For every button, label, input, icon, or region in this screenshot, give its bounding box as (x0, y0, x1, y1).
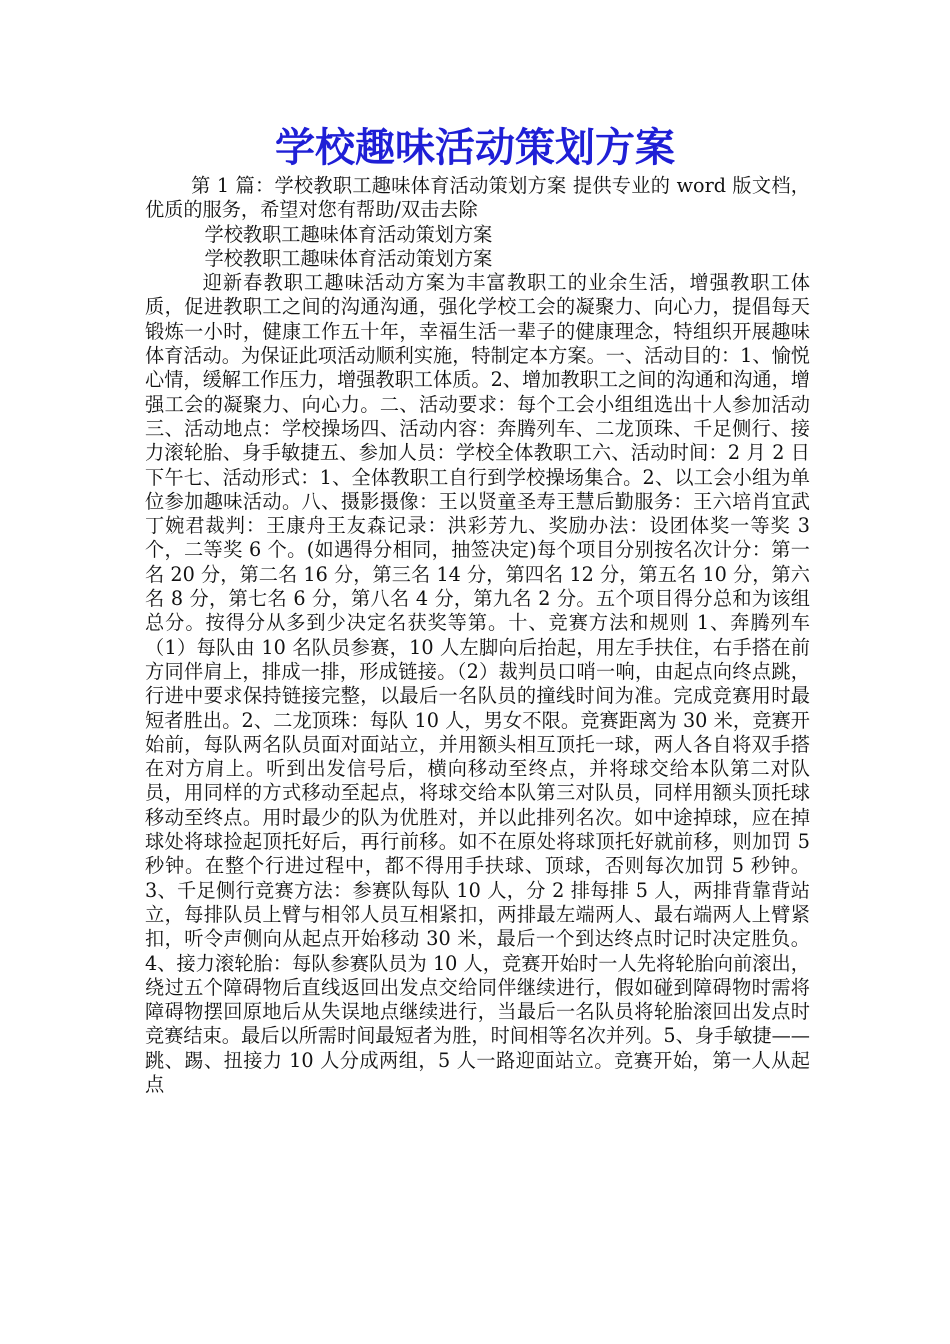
paragraph-main: 迎新春教职工趣味活动方案为丰富教职工的业余生活，增强教职工体质，促进教职工之间的沟通沟通，强化学校工会的凝聚力、向心力，提倡每天锻炼一小时，健康工作五十年，幸福生活一辈子的健康理念，特组织开展趣味体育活动。为保证此项活动顺利实施，特制定本方案。一、活动目的：1、愉悦心情，缓解工作压力，增强教职工体质。2、增加教职工之间的沟通和沟通，增强工会的凝聚力、向心力。二、活动要求：每个工会小组组选出十人参加活动三、活动地点：学校操场四、活动内容：奔腾列车、二龙顶珠、千足侧行、接力滚轮胎、身手敏捷五、参加人员：学校全体教职工六、活动时间：2 月 2 日下午七、活动形式：1、全体教职工自行到学校操场集合。2、以工会小组为单位参加趣味活动。八、摄影摄像：王以贤童圣寿王慧后勤服务：王六培肖宜武丁婉君裁判：王康舟王友森记录：洪彩芳九、奖励办法：设团体奖一等奖 3 个，二等奖 6 个。(如遇得分相同，抽签决定)每个项目分别按名次计分：第一名 20 分，第二名 16 分，第三名 14 分，第四名 12 分，第五名 10 分，第六名 8 分，第七名 6 分，第八名 4 分，第九名 2 分。五个项目得分总和为该组总分。按得分从多到少决定名获奖等第。十、竞赛方法和规则 1、奔腾列车（1）每队由 10 名队员参赛，10 人左脚向后抬起，用左手扶住，右手搭在前方同伴肩上，排成一排，形成链接。（2）裁判员口哨一响，由起点向终点跳，行进中要求保持链接完整，以最后一名队员的撞线时间为准。完成竞赛用时最短者胜出。2、二龙顶珠：每队 10 人，男女不限。竞赛距离为 30 米，竞赛开始前，每队两名队员面对面站立，并用额头相互顶托一球，两人各自将双手搭在对方肩上。听到出发信号后，横向移动至终点，并将球交给本队第二对队员，用同样的方式移动至起点，将球交给本队第三对队员，同样用额头顶托球移动至终点。用时最少的队为优胜对，并以此排列名次。如中途掉球，应在掉球处将球捡起顶托好后，再行前移。如不在原处将球顶托好就前移，则加罚 5 秒钟。在整个行进过程中，都不得用手扶球、顶球，否则每次加罚 5 秒钟。3、千足侧行竞赛方法：参赛队每队 10 人，分 2 排每排 5 人，两排背靠背站立，每排队员上臂与相邻人员互相紧扣，两排最左端两人、最右端两人上臂紧扣，听令声侧向从起点开始移动 30 米，最后一个到达终点时记时决定胜负。4、接力滚轮胎：每队参赛队员为 10 人，竞赛开始时一人先将轮胎向前滚出，绕过五个障碍物后直线返回出发点交给同伴继续进行，假如碰到障碍物时需将障碍物摆回原地后从失误地点继续进行，当最后一名队员将轮胎滚回出发点时竞赛结束。最后以所需时间最短者为胜，时间相等名次并列。5、身手敏捷——跳、踢、扭接力 10 人分成两组，5 人一路迎面站立。竞赛开始，第一人从起点 (145, 271, 810, 1096)
paragraph-subtitle-2: 学校教职工趣味体育活动策划方案 (204, 246, 493, 270)
document-body (145, 174, 810, 1097)
paragraph-subtitle-1: 学校教职工趣味体育活动策划方案 (204, 222, 493, 246)
paragraph-intro: 第 1 篇：学校教职工趣味体育活动策划方案 提供专业的 word 版文档，优质的服务，希望对您有帮助/双击去除 (145, 174, 810, 222)
document-title: 学校趣味活动策划方案 (275, 124, 675, 171)
